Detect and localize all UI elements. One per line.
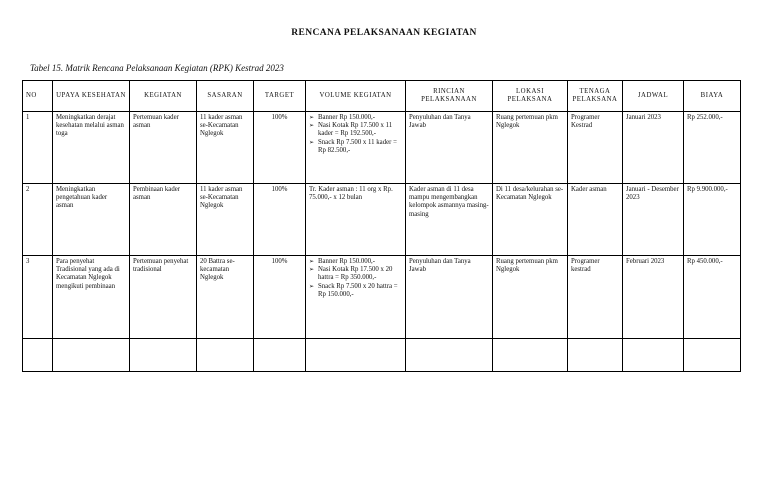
document-title: RENCANA PELAKSANAAN KEGIATAN [291, 28, 477, 38]
empty-cell [493, 339, 568, 372]
empty-cell [53, 339, 130, 372]
cell-volume [306, 256, 406, 339]
empty-table-row [23, 339, 741, 372]
cell-upaya: Meningkatkan pengetahuan kader asman [53, 184, 130, 256]
cell-biaya: Rp 9.900.000,- [684, 184, 741, 256]
empty-cell [306, 339, 406, 372]
cell-biaya: Rp 252.000,- [684, 112, 741, 184]
cell-rincian: Kader asman di 11 desa mampu mengembangkan kelompok asmannya masing-masing [406, 184, 493, 256]
header-upaya-kesehatan: UPAYA KESEHATAN [53, 81, 130, 112]
cell-target: 100% [254, 256, 306, 339]
cell-rincian: Penyuluhan dan Tanya Jawab [406, 256, 493, 339]
header-target: TARGET [254, 81, 306, 112]
empty-cell [254, 339, 306, 372]
cell-volume: Tr. Kader asman : 11 org x Rp. 75.000,- x 12 bulan [306, 184, 406, 256]
cell-sasaran: 11 kader asman se-Kecamatan Nglegok [197, 184, 254, 256]
header-tenaga-pelaksana: TENAGA PELAKSANA [568, 81, 623, 112]
cell-jadwal: Februari 2023 [623, 256, 684, 339]
cell-kegiatan: Pertemuan kader asman [130, 112, 197, 184]
table-row [23, 256, 741, 339]
table-caption: Tabel 15. Matrik Rencana Pelaksanaan Kegiatan (RPK) Kestrad 2023 [30, 63, 284, 73]
header-no: NO [23, 81, 53, 112]
empty-cell [406, 339, 493, 372]
empty-cell [23, 339, 53, 372]
header-sasaran: SASARAN [197, 81, 254, 112]
cell-sasaran: 20 Battra se-kecamatan Nglegok [197, 256, 254, 339]
cell-no: 1 [23, 112, 53, 184]
volume-item: ➢ Banner Rp 150.000,- [309, 258, 402, 266]
empty-cell [568, 339, 623, 372]
volume-list [309, 114, 402, 155]
rpk-matrix-table [22, 80, 741, 372]
header-kegiatan: KEGIATAN [130, 81, 197, 112]
cell-jadwal: Januari - Desember 2023 [623, 184, 684, 256]
cell-no: 2 [23, 184, 53, 256]
cell-tenaga: Programer kestrad [568, 256, 623, 339]
volume-item: ➢ Nasi Kotak Rp 17.500 x 11 kader = Rp 192.500,- [309, 122, 402, 138]
header-lokasi-pelaksana: LOKASI PELAKSANA [493, 81, 568, 112]
cell-lokasi: Di 11 desa/kelurahan se-Kecamatan Nglegok [493, 184, 568, 256]
cell-upaya: Para penyehat Tradisional yang ada di Kecamatan Nglegok mengikuti pembinaan [53, 256, 130, 339]
header-jadwal: JADWAL [623, 81, 684, 112]
table-header-row [23, 81, 741, 112]
volume-item: ➢ Banner Rp 150.000,- [309, 114, 402, 122]
volume-item: ➢ Snack Rp 7.500 x 20 hattra = Rp 150.000,- [309, 283, 402, 299]
volume-item: ➢ Nasi Kotak Rp 17.500 x 20 hattra = Rp 350.000,- [309, 266, 402, 282]
cell-target: 100% [254, 184, 306, 256]
cell-biaya: Rp 450.000,- [684, 256, 741, 339]
header-biaya: BIAYA [684, 81, 741, 112]
empty-cell [684, 339, 741, 372]
empty-cell [130, 339, 197, 372]
cell-volume [306, 112, 406, 184]
cell-sasaran: 11 kader asman se-Kecamatan Nglegok [197, 112, 254, 184]
empty-cell [623, 339, 684, 372]
table-row [23, 112, 741, 184]
cell-no: 3 [23, 256, 53, 339]
volume-list [309, 258, 402, 299]
cell-rincian: Penyuluhan dan Tanya Jawab [406, 112, 493, 184]
table-row [23, 184, 741, 256]
volume-item: ➢ Snack Rp 7.500 x 11 kader = Rp 82.500,- [309, 139, 402, 155]
header-volume-kegiatan: VOLUME KEGIATAN [306, 81, 406, 112]
cell-jadwal: Januari 2023 [623, 112, 684, 184]
cell-kegiatan: Pertemuan penyehat tradisional [130, 256, 197, 339]
cell-kegiatan: Pembinaan kader asman [130, 184, 197, 256]
cell-lokasi: Ruang pertemuan pkm Nglegok [493, 256, 568, 339]
cell-lokasi: Ruang pertemuan pkm Nglegok [493, 112, 568, 184]
cell-upaya: Meningkatkan derajat kesehatan melalui asman toga [53, 112, 130, 184]
header-rincian-pelaksanaan: RINCIAN PELAKSANAAN [406, 81, 493, 112]
cell-tenaga: Programer Kestrad [568, 112, 623, 184]
empty-cell [197, 339, 254, 372]
cell-tenaga: Kader asman [568, 184, 623, 256]
cell-target: 100% [254, 112, 306, 184]
